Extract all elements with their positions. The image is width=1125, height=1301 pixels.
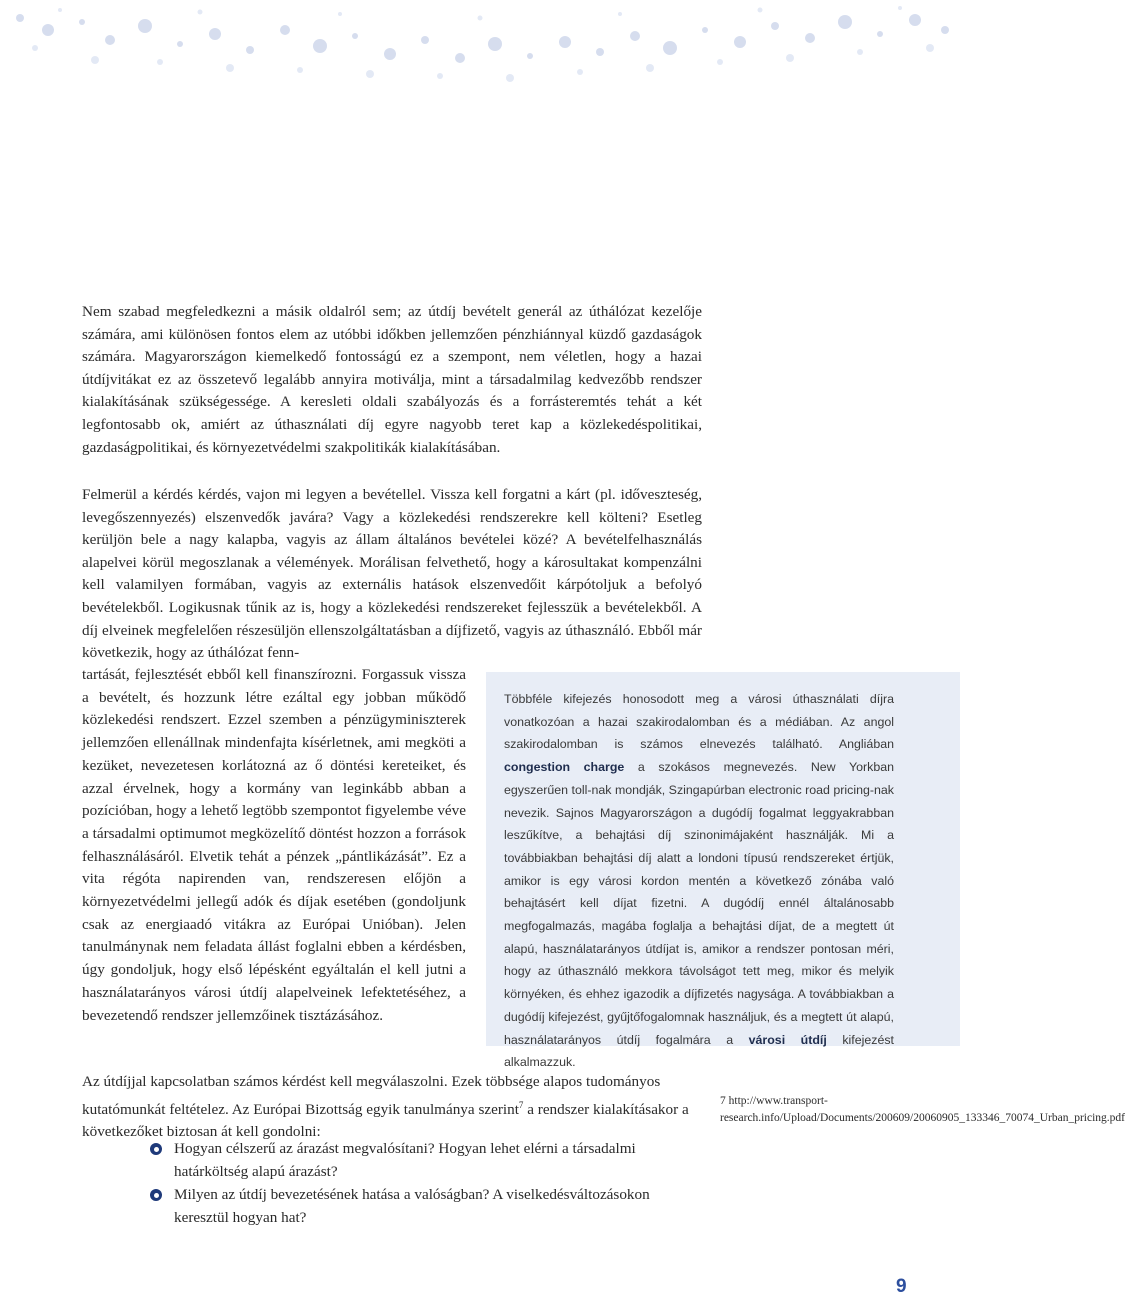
body-paragraph-4: Az útdíjjal kapcsolatban számos kérdést kell megválaszolni. Ezek többsége alapos tudományos kutatómunkát feltételez. Az Európai Bizottság egyik tanulmánya szerint$^7$ a rendszer kialakításakor a következőket biztosan át kell gondolni:: [82, 1073, 689, 1141]
list-item: Milyen az útdíj bevezetésének hatása a valóságban? A viselkedésváltozásokon keresztül hogyan hat?: [150, 1184, 690, 1229]
body-paragraph-1: Nem szabad megfeledkezni a másik oldalról sem; az útdíj bevételt generál az úthálózat kezelője számára, ami különösen fontos elem az utóbbi időkben jellemzően pénzhiánnyal küzdő gazdaságok számára. Magyarországon kiemelkedő fontosságú ez a szempont, nem véletlen, hogy a hazai útdíjvitákat ez az összetevő legalább annyira motiválja, mint a társadalmilag kedvezőbb rendszer kialakításának szükségessége. A keresleti oldali szabályozás és a forrásteremtés tehát a két legfontosabb ok, amiért az úthasználati díj egyre nagyobb teret kap a közlekedéspolitikai, gazdaságpolitikai, és környezetvédelmi szakpolitikák kialakításában.: [82, 303, 702, 456]
terminology-sidebox: [486, 672, 960, 1070]
sidebox-text: Többféle kifejezés honosodott meg a városi úthasználati díjra vonatkozóan a hazai szakirodalomban és a médiában. Az angol szakirodalomban is számos elnevezés található. Angliában congestion charge a szokásos megnevezés. New Yorkban egyszerűen toll-nak mondják, Szingapúrban electronic road pricing-nak nevezik. Sajnos Magyarországon a dugódíj fogalmat leggyakrabban leszűkítve, a behajtási díj szinonimájaként használják. Mi a továbbiakban behajtási díj alatt a londoni típusú rendszereket értjük, amikor is egy városi kordon mentén a következő zónába való behajtásért kell díjat fizetni. A dugódíj ennél általánosabb megfogalmazás, magába foglalja a behajtási díjat, de a megtett út alapú, használatarányos útdíjat is, amikor a rendszer pontosan méri, hogy az úthasználó mekkora távolságot tett meg, mikor és melyik környéken, és ehhez igazodik a díjfizetés nagysága. A továbbiakban a dugódíj kifejezést, gyűjtőfogalomnak használjuk, és a megtett út alapú, használatarányos útdíj fogalmára a városi útdíj kifejezést alkalmazzuk.: [504, 692, 894, 1070]
footnote: 7 http://www.transport-research.info/Upload/Documents/200609/20060905_133346_70074_Urban_pricing.pdf: [720, 1095, 1125, 1124]
varosi-utdij-term: városi útdíj: [748, 1032, 827, 1047]
question-list: [150, 1138, 690, 1230]
list-item: Hogyan célszerű az árazást megvalósítani? Hogyan lehet elérni a társadalmi határköltség alapú árazást?: [150, 1138, 690, 1183]
body-paragraph-2: Felmerül a kérdés kérdés, vajon mi legyen a bevétellel. Vissza kell forgatni a kárt (pl. időveszteség, levegőszennyezés) elszenvedők javára? Vagy a közlekedési rendszerekre kell költeni? Esetleg kerüljön bele a nagy kalapba, vagyis az állam általános bevételei közé? A bevételfelhasználás alapelvei körül megoszlanak a vélemények. Morálisan felvethető, hogy a károsultakat kompenzálni kell valamilyen formában, vagyis az externális hatások elszenvedőit kárpótoljuk a befolyó bevételekből. Logikusnak tűnik az is, hogy a közlekedési rendszereket fejlesszük a bevételekből. A díj elveinek megfelelően részesüljön ellenszolgáltatásban a díjfizető, vagyis az úthasználó. Ebből már következik, hogy az úthálózat fenn-: [82, 486, 702, 662]
congestion-charge-term: congestion charge: [504, 760, 625, 775]
footnote-ref: 7: [518, 1099, 524, 1110]
circle-bullet-icon: [150, 1189, 162, 1201]
body-paragraph-3: tartását, fejlesztését ebből kell finanszírozni. Forgassuk vissza a bevételt, és hozzunk létre ezáltal egy jobban működő közlekedési rendszert. Ezzel szemben a pénzügyminiszterek jellemzően ellenállnak mindenfajta kísérletnek, ami megköti a kezüket, nevezetesen korlátozná az ő döntési kereteiket, és azzal érvelnek, hogy a kormány van leginkább abban a pozícióban, hogy a lehető legtöbb szempontot figyelembe véve a társadalmi optimumot megközelítő döntést hozzon a források felhasználásáról. Elvetik tehát a pénzek „pántlikázását”. Ez a vita régóta napirenden van, rendszeresen előjön a környezetvédelmi jellegű adók és díjak esetében (gondoljunk csak az energiaadó vitákra az Európai Unióban). Jelen tanulmánynak nem feladata állást foglalni ebben a kérdésben, úgy gondoljuk, hogy első lépésként egyáltalán el kell jutni a használatarányos városi útdíj alapelveinek lefektetéséhez, a bevezetendő rendszer jellemzőinek tisztázásához.: [82, 666, 466, 1024]
page-number: 9: [896, 1276, 907, 1297]
decorative-dot-pattern: [0, 0, 960, 90]
circle-bullet-icon: [150, 1143, 162, 1155]
